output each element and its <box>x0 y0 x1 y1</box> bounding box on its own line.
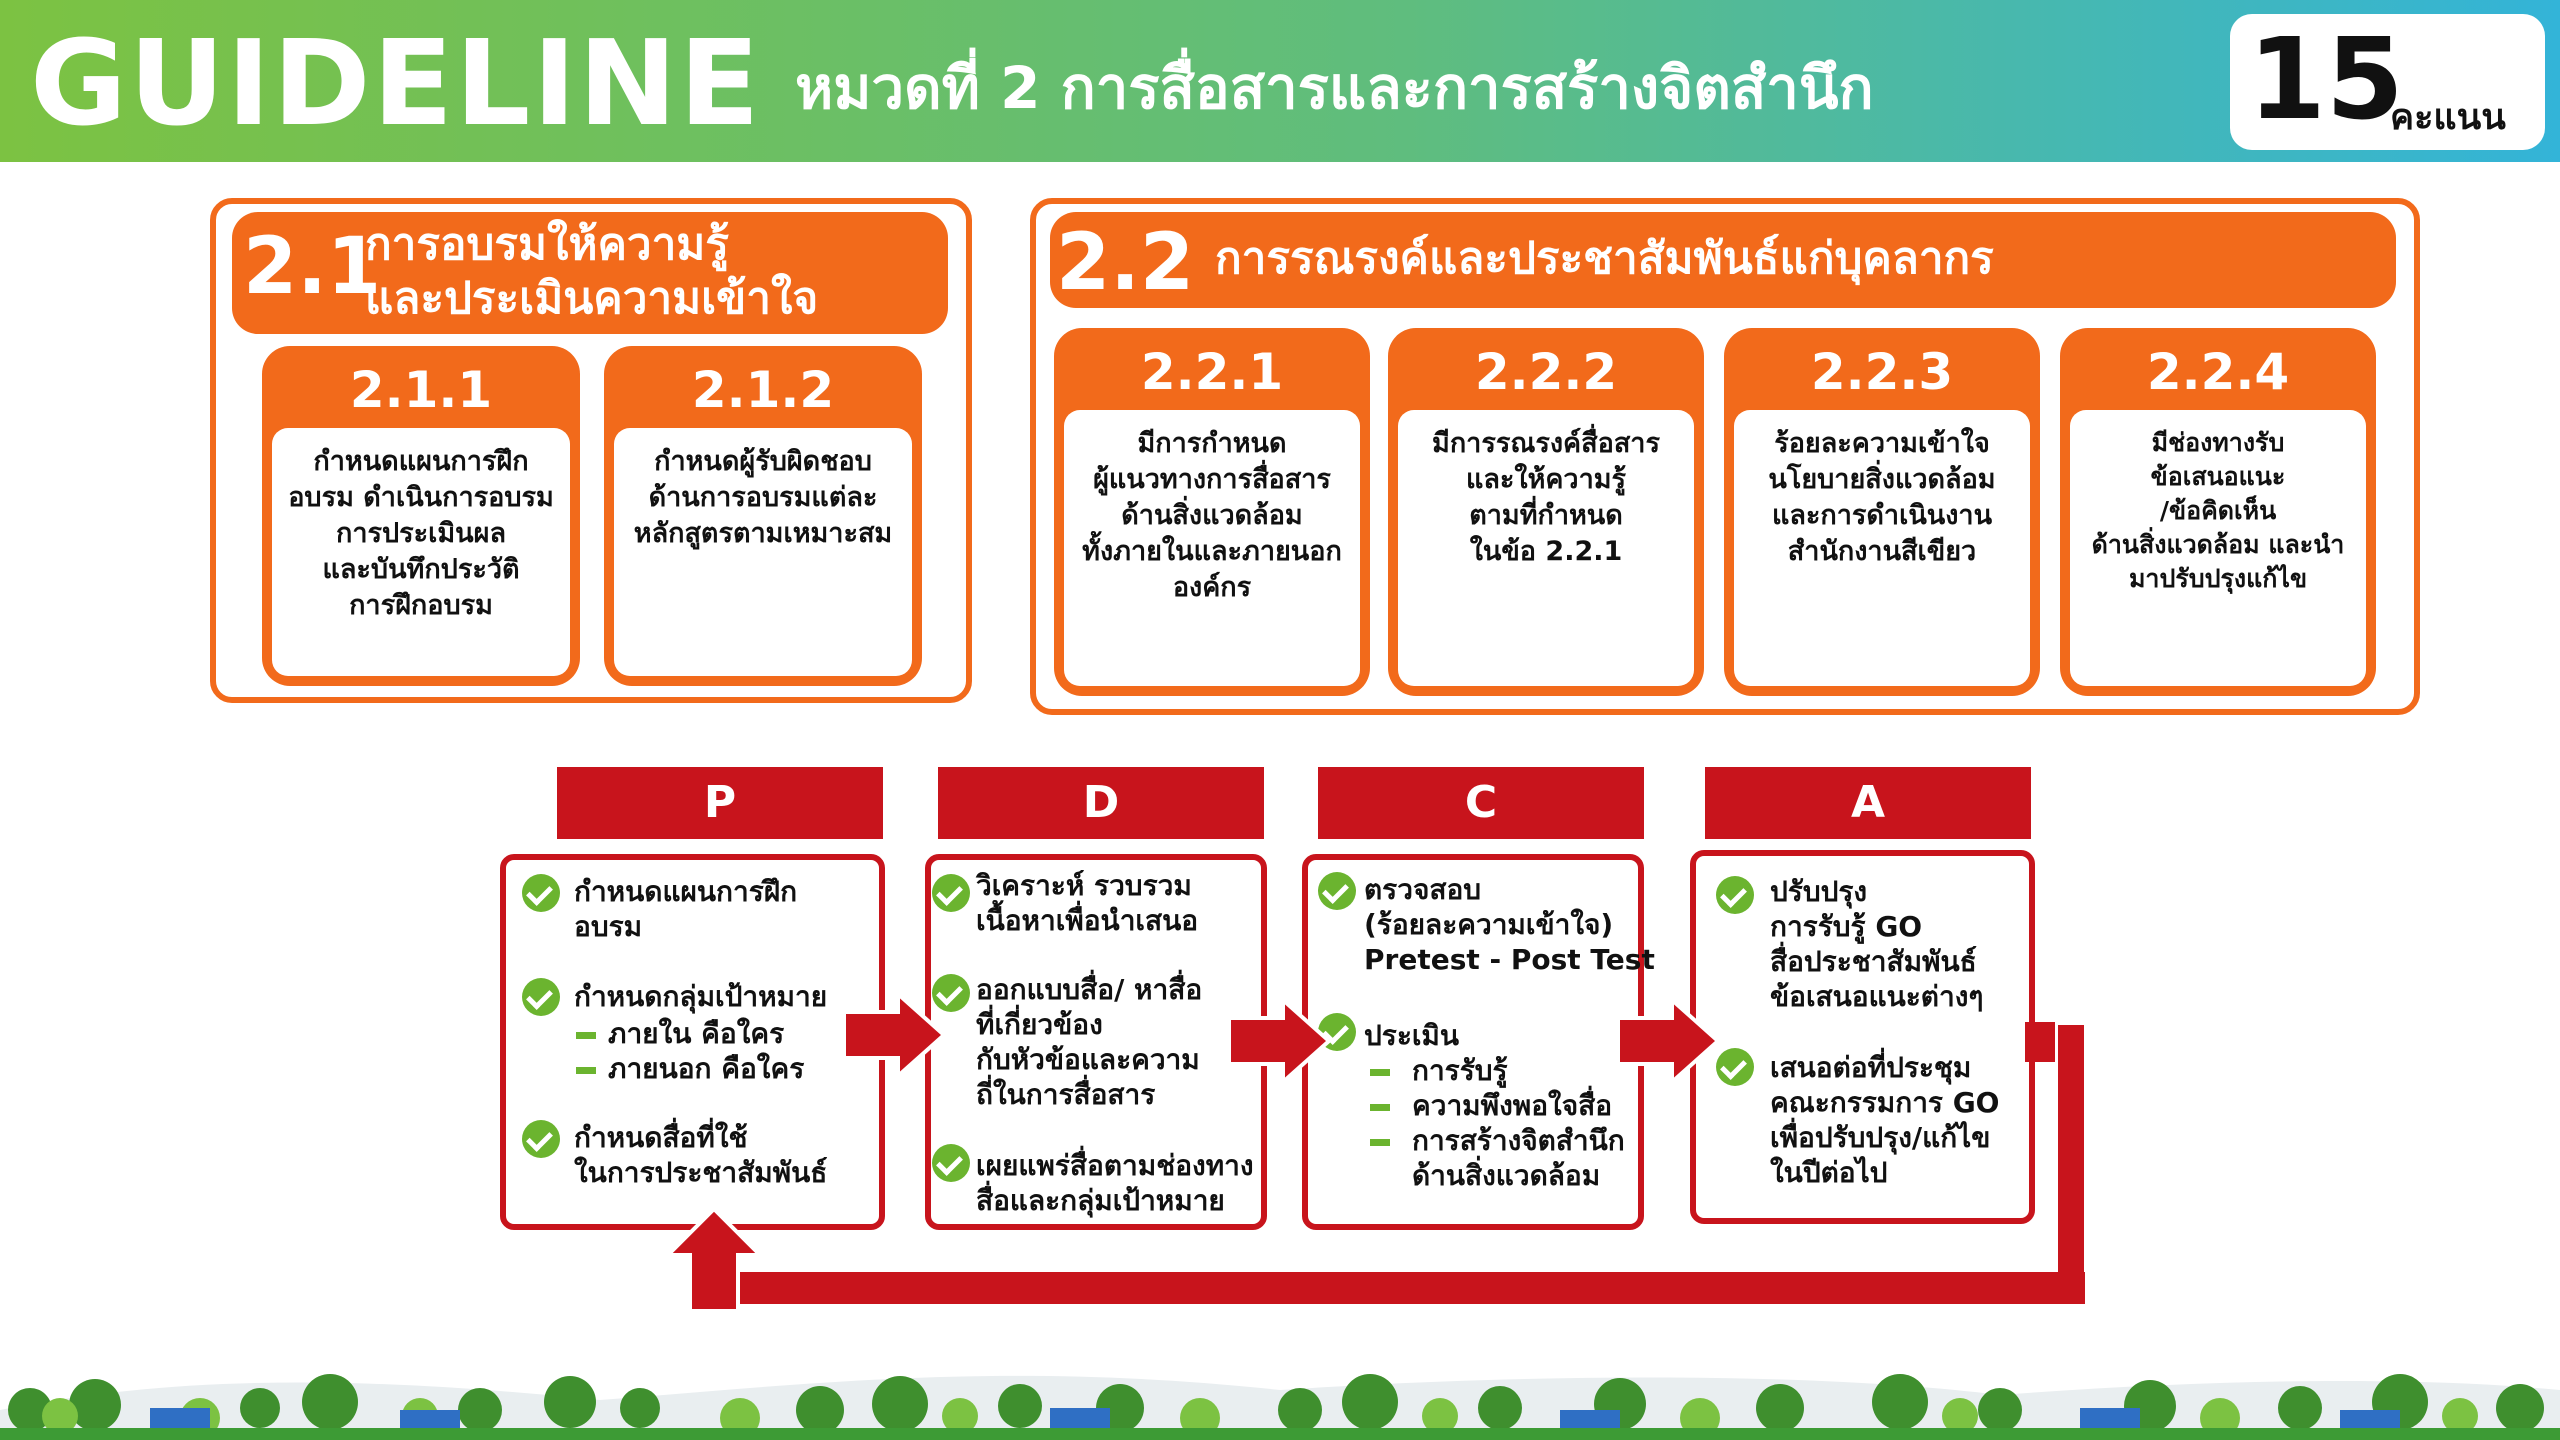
category-title: หมวดที่ 2 การสื่อสารและการสร้างจิตสำนึก <box>795 54 1874 122</box>
card-2-2-4 <box>2060 328 2376 696</box>
pdca-c-header: C <box>1318 767 1644 839</box>
card-number: 2.2.4 <box>2146 343 2290 401</box>
arrow-right-icon <box>1225 996 1335 1086</box>
card-2-2-3 <box>1724 328 2040 696</box>
dash-icon <box>1370 1069 1390 1076</box>
check-icon <box>522 978 560 1016</box>
card-number: 2.2.2 <box>1474 343 1618 401</box>
dash-icon <box>576 1067 596 1074</box>
pdca-d-header: D <box>938 767 1264 839</box>
card-number: 2.2.1 <box>1140 343 1284 401</box>
d-item-3: เผยแพร่สื่อตามช่องทาง สื่อและกลุ่มเป้าหมาย <box>976 1149 1254 1217</box>
card-text: กำหนดแผนการฝึก อบรม ดำเนินการอบรม การประเมินผล และบันทึกประวัติ การฝึกอบรม <box>288 446 554 621</box>
card-2-1-2 <box>604 346 922 686</box>
dash-icon <box>1370 1104 1390 1111</box>
check-icon <box>522 874 560 912</box>
p-subitem-1: ภายใน คือใคร <box>576 1016 784 1051</box>
p-item-2: กำหนดกลุ่มเป้าหมาย <box>574 980 828 1013</box>
card-number: 2.2.3 <box>1810 343 1954 401</box>
card-body <box>272 428 570 676</box>
section-2-1-number: 2.1 <box>243 222 382 312</box>
dash-icon <box>576 1032 596 1039</box>
card-text: กำหนดผู้รับผิดชอบ ด้านการอบรมแต่ละ หลักสูตรตามเหมาะสม <box>633 446 893 549</box>
c-subitem-1: การรับรู้ <box>1370 1053 1508 1088</box>
section-2-1-title-line1: การอบรมให้ความรู้ <box>365 219 729 270</box>
card-body <box>1064 410 1360 686</box>
card-text: มีการกำหนด ผู้แนวทางการสื่อสาร ด้านสิ่งแวดล้อม ทั้งภายในและภายนอก องค์กร <box>1082 428 1342 603</box>
c-item-1: ตรวจสอบ (ร้อยละความเข้าใจ) Pretest - Post Test <box>1364 873 1655 976</box>
pdca-p-header: P <box>557 767 883 839</box>
section-2-1-title-line2: และประเมินความเข้าใจ <box>365 273 819 324</box>
card-number: 2.1.2 <box>691 361 835 419</box>
card-body <box>1734 410 2030 686</box>
page-title: GUIDELINE <box>30 14 762 152</box>
p-subitem-2: ภายนอก คือใคร <box>576 1051 804 1086</box>
check-icon <box>1318 872 1356 910</box>
dash-icon <box>1370 1139 1390 1146</box>
check-icon <box>932 1144 970 1182</box>
a-item-2: เสนอต่อที่ประชุม คณะกรรมการ GO เพื่อปรับปรุง/แก้ไข ในปีต่อไป <box>1770 1051 2000 1189</box>
loop-connector <box>2025 1022 2055 1062</box>
score-unit: คะแนน <box>2390 97 2506 138</box>
card-body <box>614 428 912 676</box>
loop-vertical-right <box>2055 1022 2087 1297</box>
card-text: ร้อยละความเข้าใจ นโยบายสิ่งแวดล้อม และการดำเนินงาน สำนักงานสีเขียว <box>1768 428 1996 567</box>
p-item-3: กำหนดสื่อที่ใช้ ในการประชาสัมพันธ์ <box>574 1121 828 1189</box>
arrow-right-icon <box>1614 996 1724 1086</box>
score-value: 15 <box>2248 15 2404 145</box>
d-item-1: วิเคราะห์ รวบรวม เนื้อหาเพื่อนำเสนอ <box>976 869 1199 937</box>
pdca-a-header: A <box>1705 767 2031 839</box>
check-icon <box>522 1120 560 1158</box>
card-2-2-1 <box>1054 328 1370 696</box>
section-2-2-number: 2.2 <box>1056 218 1195 308</box>
c-item-2: ประเมิน <box>1364 1019 1460 1052</box>
c-subitem-2: ความพึงพอใจสื่อ <box>1370 1088 1612 1123</box>
section-2-2-title: การรณรงค์และประชาสัมพันธ์แก่บุคลากร <box>1215 233 1994 284</box>
arrow-right-icon <box>840 990 950 1080</box>
a-item-1: ปรับปรุง การรับรู้ GO สื่อประชาสัมพันธ์ ข้อเสนอแนะต่างๆ <box>1770 875 1984 1013</box>
card-number: 2.1.1 <box>349 361 493 419</box>
check-icon <box>1716 876 1754 914</box>
card-text: มีช่องทางรับ ข้อเสนอแนะ /ข้อคิดเห็น ด้านสิ่งแวดล้อม และนำ มาปรับปรุงแก้ไข <box>2091 428 2345 593</box>
landscape-illustration <box>0 1290 2560 1440</box>
card-body <box>1398 410 1694 686</box>
card-text: มีการรณรงค์สื่อสาร และให้ความรู้ ตามที่กำหนด ในข้อ 2.2.1 <box>1432 428 1660 567</box>
p-item-1: กำหนดแผนการฝึก อบรม <box>574 875 798 943</box>
card-2-2-2 <box>1388 328 1704 696</box>
card-body <box>2070 410 2366 686</box>
c-subitem-continuation: ด้านสิ่งแวดล้อม <box>1412 1159 1601 1192</box>
check-icon <box>932 874 970 912</box>
card-2-1-1 <box>262 346 580 686</box>
d-item-2: ออกแบบสื่อ/ หาสื่อ ที่เกี่ยวข้อง กับหัวข้อและความ ถี่ในการสื่อสาร <box>976 973 1203 1111</box>
c-subitem-3: การสร้างจิตสำนึก <box>1370 1123 1625 1158</box>
